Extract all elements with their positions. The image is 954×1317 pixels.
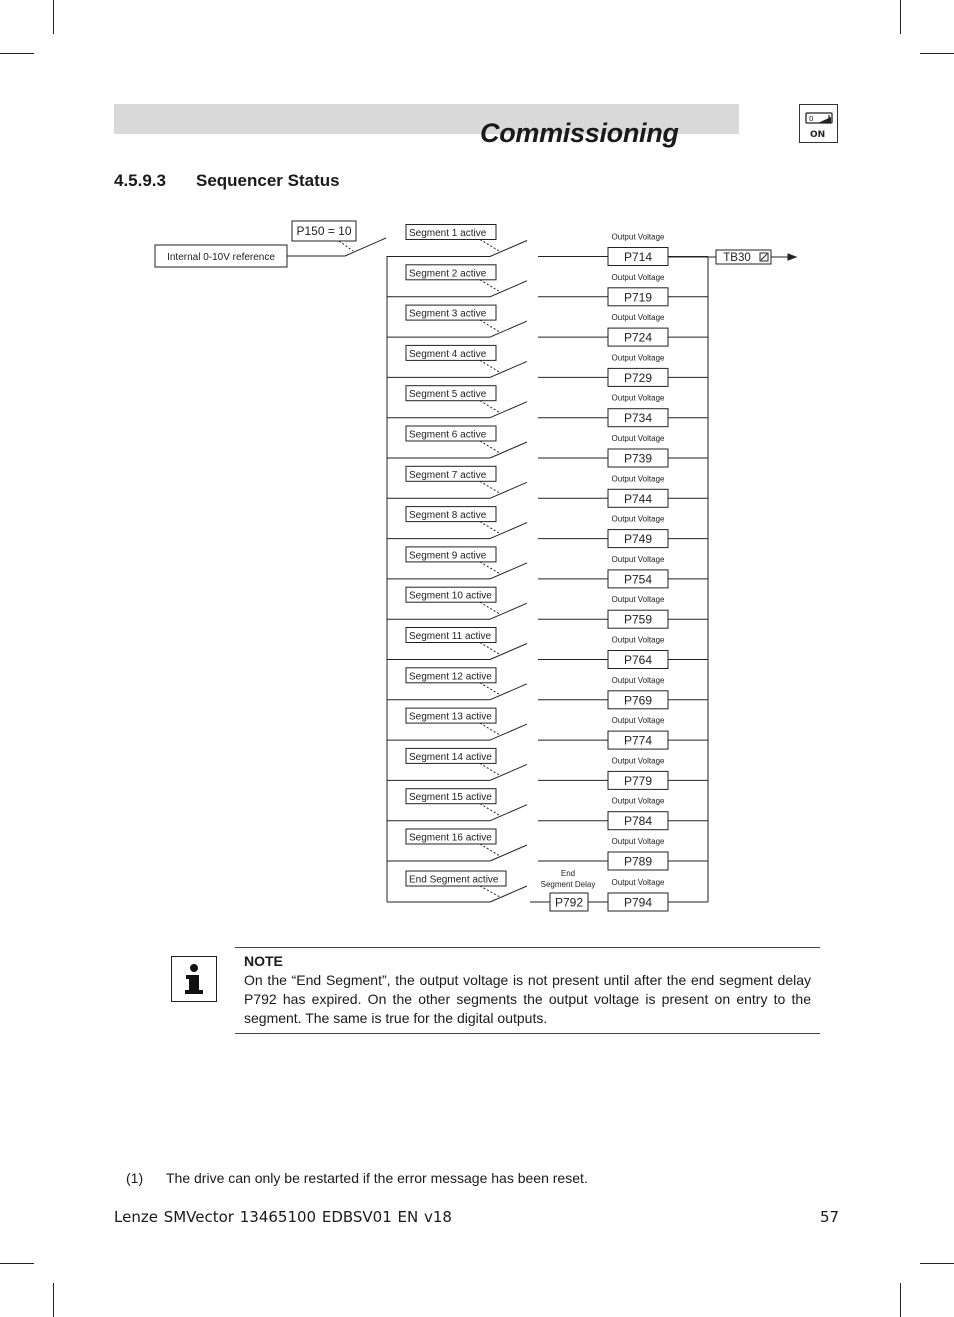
footer-document-id: Lenze SMVector 13465100 EDBSV01 EN v18 (114, 1208, 452, 1226)
segment-param: P714 (623, 250, 653, 264)
segment-label: Segment 4 active (409, 348, 487, 360)
footnote (126, 1170, 588, 1186)
crop-mark (920, 1263, 954, 1264)
page-title: Commissioning (480, 118, 679, 148)
segment-switch-link (480, 602, 500, 614)
output-voltage-label: Output Voltage (611, 878, 665, 887)
output-voltage-label: Output Voltage (611, 595, 665, 605)
segment-switch-link (480, 804, 500, 816)
segment-label: Segment 8 active (409, 510, 487, 522)
svg-text:ON: ON (810, 130, 826, 140)
output-voltage-label: Output Voltage (611, 313, 665, 323)
segment-switch-link (480, 481, 500, 493)
segment-label: Segment 1 active (409, 228, 487, 239)
segment-param: P789 (623, 854, 653, 869)
output-voltage-label: Output Voltage (611, 756, 665, 766)
svg-text:0: 0 (809, 115, 814, 123)
segment-param: P739 (623, 451, 653, 466)
segment-switch-link (480, 844, 500, 856)
output-voltage-label: Output Voltage (611, 675, 665, 685)
segment-label: Segment 16 active (409, 832, 492, 844)
segment-switch-link (480, 723, 500, 735)
segment-switch-link (480, 763, 500, 775)
segment-param: P719 (623, 290, 653, 305)
info-icon (171, 956, 217, 1002)
note-rule-top (235, 947, 820, 948)
segment-switch-link (480, 320, 500, 332)
output-voltage-label: Output Voltage (611, 434, 665, 443)
segment-param: P759 (623, 612, 653, 627)
crop-mark (53, 1283, 54, 1317)
end-delay-label: End (560, 869, 576, 878)
segment-label: Segment 14 active (409, 751, 492, 763)
end-segment-switch-link (480, 886, 500, 897)
output-voltage-label: Output Voltage (611, 393, 665, 403)
segment-label: Segment 3 active (409, 308, 487, 320)
segment-switch-link (480, 441, 500, 453)
segment-param: P754 (623, 572, 653, 587)
output-voltage-label: Output Voltage (611, 232, 665, 242)
segment-label: Segment 7 active (409, 469, 487, 481)
output-voltage-label: Output Voltage (611, 635, 665, 645)
section-title: Sequencer Status (196, 171, 340, 190)
crop-mark (900, 1283, 901, 1317)
segment-label: Segment 6 active (409, 429, 487, 441)
note-text: On the “End Segment”, the output voltage is not present until after the end segment delay P792 has expired. On the other segments the output voltage is present on entry to the segment. The same is true for the digital outputs. (244, 972, 811, 1026)
end-param: P794 (623, 895, 653, 910)
output-voltage-label: Output Voltage (611, 353, 665, 363)
segment-label: Segment 12 active (409, 671, 492, 683)
output-voltage-label: Output Voltage (611, 514, 665, 524)
page-number: 57 (820, 1208, 840, 1226)
output-voltage-label: Output Voltage (611, 837, 665, 846)
note-title: NOTE (244, 953, 283, 969)
segment-param: P774 (623, 733, 653, 748)
segment-param: P734 (623, 411, 653, 426)
segment-switch-link (480, 562, 500, 574)
segment-param: P749 (623, 532, 653, 547)
segment-param: P779 (623, 773, 653, 788)
segment-switch-link (480, 522, 500, 534)
reference-switch-link (339, 241, 353, 251)
output-voltage-label: Output Voltage (611, 554, 665, 564)
output-arrow-icon (788, 254, 796, 260)
reference-param: P150 = 10 (296, 224, 352, 238)
end-segment-label: End Segment active (409, 874, 499, 886)
segment-switch-link (480, 401, 500, 413)
output-voltage-label: Output Voltage (611, 272, 665, 282)
section-number: 4.5.9.3 (114, 171, 166, 190)
segment-label: Segment 2 active (409, 268, 487, 280)
reference-label: Internal 0-10V reference (167, 252, 275, 263)
output-voltage-label: Output Voltage (611, 716, 665, 726)
output-terminal-label: TB30 (723, 252, 751, 264)
segment-label: Segment 10 active (409, 590, 492, 602)
segment-switch-link (480, 360, 500, 372)
segment-param: P729 (623, 370, 653, 385)
end-delay-label: Segment Delay (540, 880, 596, 889)
output-voltage-label: Output Voltage (611, 474, 665, 484)
segment-param: P784 (623, 814, 653, 829)
footnote-mark: (1) (126, 1170, 144, 1186)
segment-switch-link (480, 643, 500, 655)
end-delay-param: P792 (554, 895, 584, 910)
segment-switch-link (480, 683, 500, 695)
segment-label: Segment 9 active (409, 550, 487, 562)
segment-param: P744 (623, 491, 653, 506)
segment-switch-link (480, 280, 500, 292)
segment-label: Segment 13 active (409, 711, 492, 723)
segment-label: Segment 5 active (409, 389, 487, 401)
crop-mark (0, 1263, 34, 1264)
output-voltage-label: Output Voltage (611, 796, 665, 806)
segment-param: P724 (623, 330, 653, 345)
segment-switch-link (480, 240, 500, 252)
segment-label: Segment 15 active (409, 792, 492, 804)
segment-param: P769 (623, 693, 653, 708)
footnote-text: The drive can only be restarted if the error message has been reset. (166, 1170, 588, 1186)
segment-label: Segment 11 active (409, 631, 492, 642)
segment-param: P764 (623, 653, 653, 667)
note-rule-bottom (235, 1033, 820, 1034)
